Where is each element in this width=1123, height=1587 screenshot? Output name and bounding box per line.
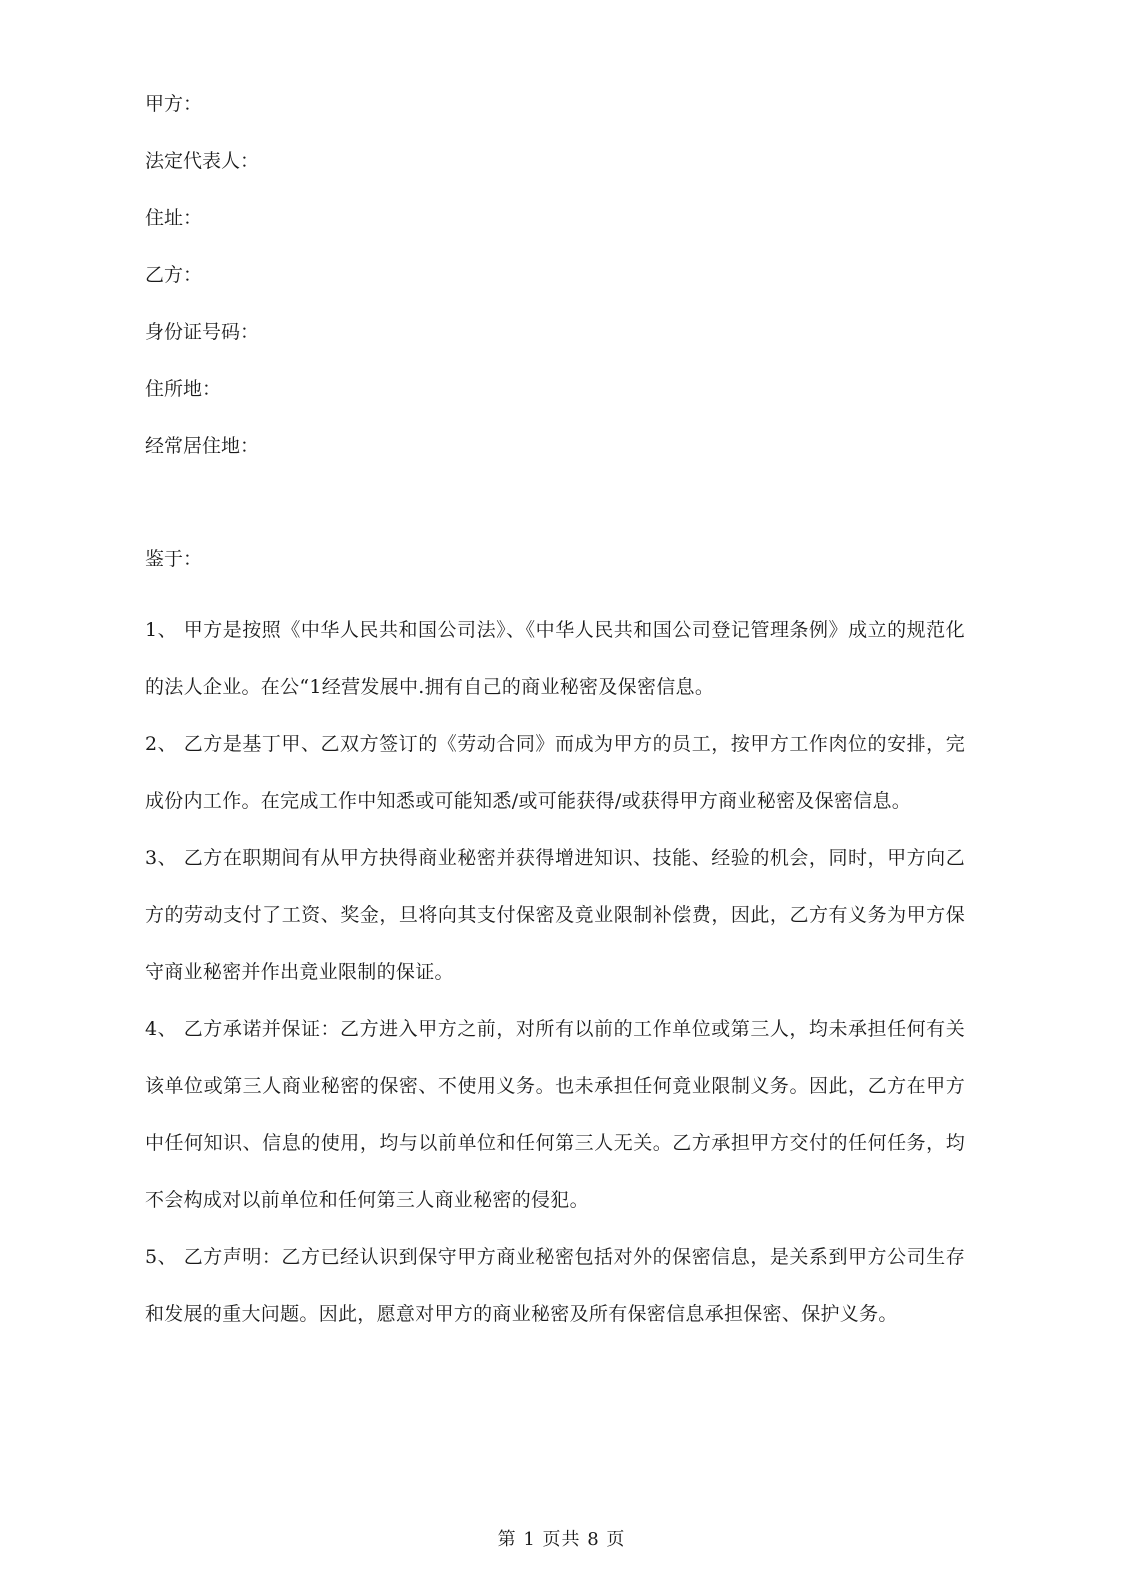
party-b-field: 乙方： bbox=[145, 264, 203, 286]
party-info-section bbox=[145, 90, 975, 489]
page-number: 第 1 页共 8 页 bbox=[497, 1529, 626, 1550]
legal-representative-field: 法定代表人： bbox=[145, 150, 260, 172]
party-a-field: 甲方： bbox=[145, 93, 203, 115]
whereas-heading: 鉴于： bbox=[145, 548, 203, 570]
address-field: 住址： bbox=[145, 207, 203, 229]
domicile-field: 住所地： bbox=[145, 378, 222, 400]
clause-3: 3、 乙方在职期间有从甲方抉得商业秘密并获得增进知识、技能、经验的机会，同时，甲方向乙方的劳动支付了工资、奖金，旦将向其支付保密及竟业限制补偿费，因此，乙方有义务为甲方保守商业秘密并作出竟业限制的保证。 bbox=[145, 847, 965, 983]
clause-1: 1、 甲方是按照《中华人民共和国公司法》、《中华人民共和国公司登记管理条例》成立的规范化的法人企业。在公“1经营发展中.拥有自己的商业秘密及保密信息。 bbox=[145, 619, 965, 698]
clause-5: 5、 乙方声明：乙方已经认识到保守甲方商业秘密包括对外的保密信息，是关系到甲方公司生存和发展的重大问题。因此，愿意对甲方的商业秘密及所有保密信息承担保密、保护义务。 bbox=[145, 1246, 965, 1325]
clause-4: 4、 乙方承诺并保证：乙方进入甲方之前，对所有以前的工作单位或第三人，均未承担任何有关该单位或第三人商业秘密的保密、不使用义务。也未承担任何竟业限制义务。因此，乙方在甲方中任何知识、信息的使用，均与以前单位和任何第三人无关。乙方承担甲方交付的任何任务，均不会构成对以前单位和任何第三人商业秘密的侵犯。 bbox=[145, 1018, 965, 1211]
whereas-clauses bbox=[145, 602, 965, 1343]
id-number-field: 身份证号码： bbox=[145, 321, 260, 343]
clause-2: 2、 乙方是基丁甲、乙双方签订的《劳动合同》而成为甲方的员工，按甲方工作肉位的安排，完成份内工作。在完成工作中知悉或可能知悉/或可能获得/或获得甲方商业秘密及保密信息。 bbox=[145, 733, 965, 812]
habitual-residence-field: 经常居住地： bbox=[145, 435, 260, 457]
